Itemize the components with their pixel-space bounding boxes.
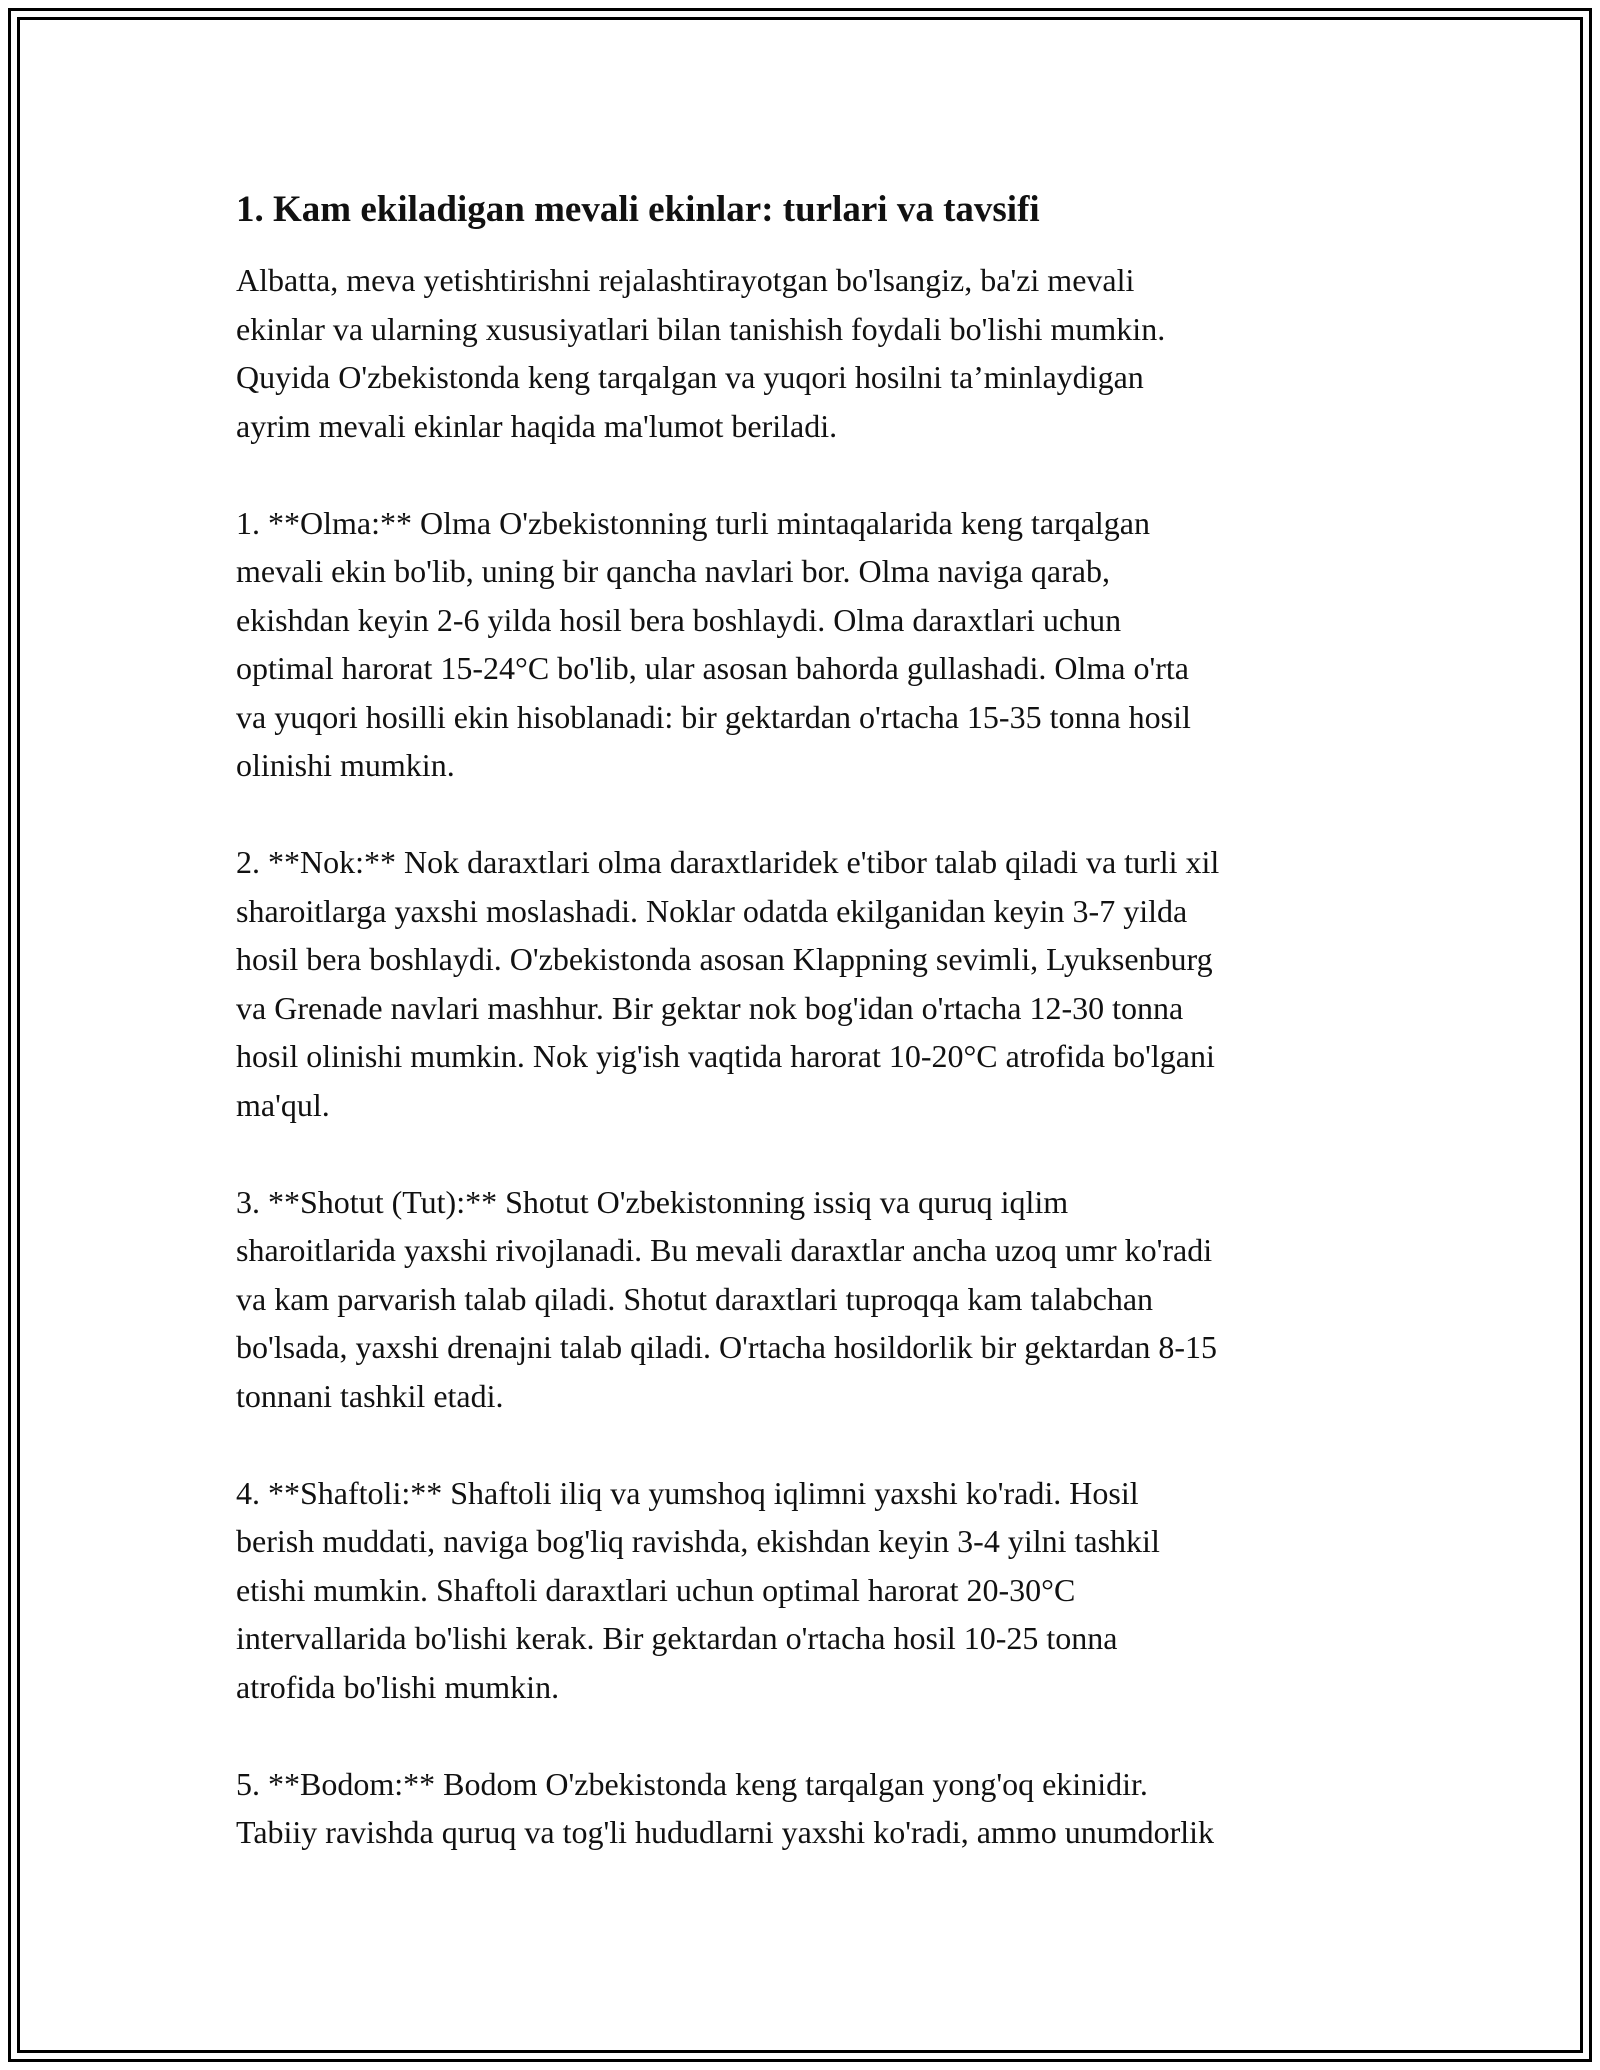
text-line: tonnani tashkil etadi. bbox=[236, 1377, 504, 1414]
text-line: sharoitlarida yaxshi rivojlanadi. Bu mevali daraxtlar ancha uzoq umr ko'radi bbox=[236, 1232, 1213, 1268]
item-paragraph-olma bbox=[236, 499, 1386, 790]
item-paragraph-bodom bbox=[236, 1760, 1386, 1857]
text-line: etishi mumkin. Shaftoli daraxtlari uchun optimal harorat 20-30°C bbox=[236, 1571, 1076, 1608]
text-line: va kam parvarish talab qiladi. Shotut daraxtlari tuproqqa kam talabchan bbox=[236, 1280, 1154, 1317]
text-line: ma'qul. bbox=[236, 1086, 330, 1123]
text-line: Tabiiy ravishda quruq va tog'li hududlarni yaxshi ko'radi, ammo unumdorlik bbox=[236, 1814, 1215, 1850]
text-line: Albatta, meva yetishtirishni rejalashtirayotgan bo'lsangiz, ba'zi mevali bbox=[236, 262, 1135, 298]
document-title: 1. Kam ekiladigan mevali ekinlar: turlari va tavsifi bbox=[236, 189, 1040, 230]
text-line: ekishdan keyin 2-6 yilda hosil bera boshlaydi. Olma daraxtlari uchun bbox=[236, 601, 1122, 638]
item-paragraph-nok bbox=[236, 838, 1386, 1129]
item-paragraph-shaftoli bbox=[236, 1469, 1386, 1712]
text-line: atrofida bo'lishi mumkin. bbox=[236, 1668, 560, 1705]
text-line: 4. **Shaftoli:** Shaftoli iliq va yumshoq iqlimni yaxshi ko'radi. Hosil bbox=[236, 1474, 1139, 1511]
text-line: 2. **Nok:** Nok daraxtlari olma daraxtlaridek e'tibor talab qiladi va turli xil bbox=[236, 844, 1220, 880]
text-line: berish muddati, naviga bog'liq ravishda, ekishdan keyin 3-4 yilni tashkil bbox=[236, 1523, 1160, 1559]
text-line: ayrim mevali ekinlar haqida ma'lumot beriladi. bbox=[236, 407, 838, 444]
text-line: va Grenade navlari mashhur. Bir gektar nok bog'idan o'rtacha 12-30 tonna bbox=[236, 989, 1184, 1026]
text-line: ekinlar va ularning xususiyatlari bilan tanishish foydali bo'lishi mumkin. bbox=[236, 310, 1166, 347]
text-line: 3. **Shotut (Tut):** Shotut O'zbekistonning issiq va quruq iqlim bbox=[236, 1183, 1069, 1220]
item-paragraph-shotut bbox=[236, 1178, 1386, 1421]
text-line: intervallarida bo'lishi kerak. Bir gektardan o'rtacha hosil 10-25 tonna bbox=[236, 1620, 1118, 1656]
text-line: hosil bera boshlaydi. O'zbekistonda asosan Klappning sevimli, Lyuksenburg bbox=[236, 941, 1213, 977]
document-body bbox=[236, 186, 1386, 1905]
text-line: optimal harorat 15-24°C bo'lib, ular asosan bahorda gullashadi. Olma o'rta bbox=[236, 650, 1189, 686]
intro-paragraph bbox=[236, 256, 1386, 450]
text-line: sharoitlarga yaxshi moslashadi. Noklar odatda ekilganidan keyin 3-7 yilda bbox=[236, 892, 1188, 929]
text-line: 5. **Bodom:** Bodom O'zbekistonda keng tarqalgan yong'oq ekinidir. bbox=[236, 1765, 1148, 1802]
text-line: hosil olinishi mumkin. Nok yig'ish vaqtida harorat 10-20°C atrofida bo'lgani bbox=[236, 1038, 1215, 1074]
text-line: Quyida O'zbekistonda keng tarqalgan va yuqori hosilni ta’minlaydigan bbox=[236, 359, 1144, 395]
text-line: va yuqori hosilli ekin hisoblanadi: bir gektardan o'rtacha 15-35 tonna hosil bbox=[236, 698, 1191, 735]
text-line: mevali ekin bo'lib, uning bir qancha navlari bor. Olma naviga qarab, bbox=[236, 553, 1110, 589]
text-line: bo'lsada, yaxshi drenajni talab qiladi. O'rtacha hosildorlik bir gektardan 8-15 bbox=[236, 1329, 1218, 1365]
text-line: olinishi mumkin. bbox=[236, 747, 455, 783]
text-line: 1. **Olma:** Olma O'zbekistonning turli mintaqalarida keng tarqalgan bbox=[236, 504, 1150, 541]
